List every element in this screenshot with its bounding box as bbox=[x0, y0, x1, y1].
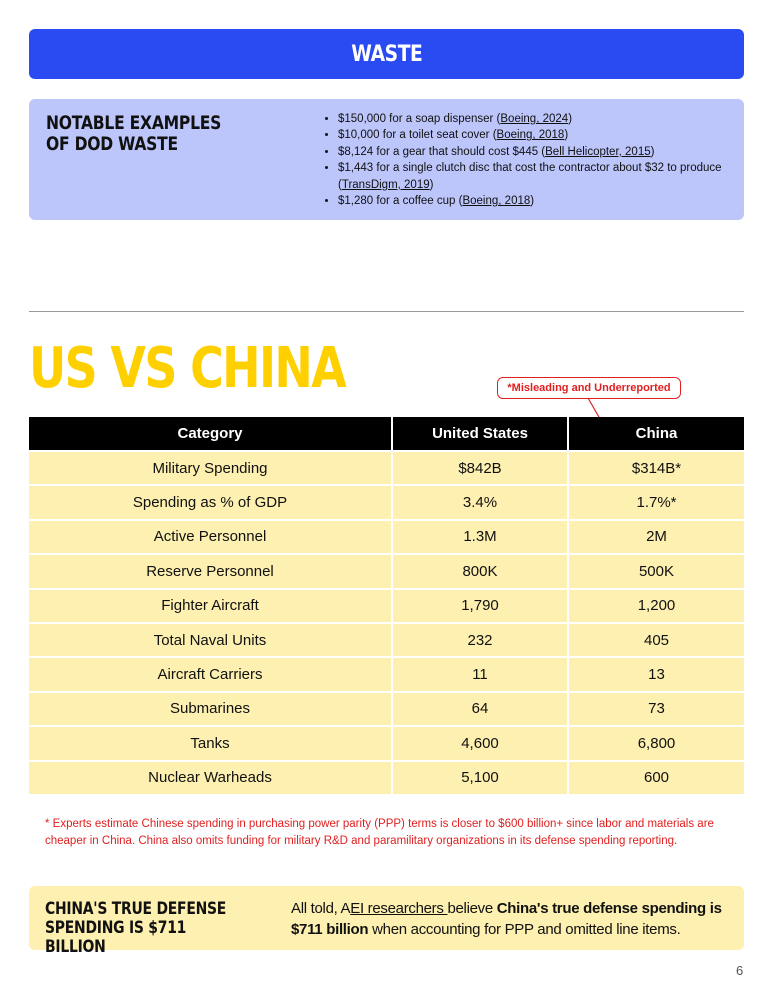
table-row bbox=[29, 588, 744, 622]
table-row bbox=[29, 519, 744, 553]
waste-examples-list bbox=[324, 111, 748, 209]
section-divider bbox=[29, 311, 744, 312]
waste-examples-box bbox=[29, 99, 744, 220]
table-row bbox=[29, 760, 744, 794]
misleading-callout: *Misleading and Underreported bbox=[497, 377, 681, 399]
table-cell: $314B* bbox=[567, 450, 744, 484]
table-cell: Fighter Aircraft bbox=[29, 588, 391, 622]
table-cell: 73 bbox=[567, 691, 744, 725]
list-item: • $8,124 for a gear that should cost $445 (Bell Helicopter, 2015) bbox=[338, 144, 748, 160]
table-row bbox=[29, 725, 744, 759]
true-spending-emphasis: China's true defense spending is $711 billion bbox=[291, 900, 722, 938]
source-link[interactable]: Boeing, 2018 bbox=[462, 195, 531, 208]
true-spending-heading: CHINA'S TRUE DEFENSE SPENDING IS $711 BILLION bbox=[45, 899, 227, 957]
list-item: • $1,280 for a coffee cup (Boeing, 2018) bbox=[338, 193, 748, 209]
table-cell: Aircraft Carriers bbox=[29, 656, 391, 690]
table-cell: 6,800 bbox=[567, 725, 744, 759]
table-row bbox=[29, 553, 744, 587]
table-cell: 600 bbox=[567, 760, 744, 794]
table-cell: 800K bbox=[391, 553, 567, 587]
source-link[interactable]: Boeing, 2018 bbox=[496, 129, 565, 142]
table-cell: Tanks bbox=[29, 725, 391, 759]
table-row bbox=[29, 656, 744, 690]
table-row bbox=[29, 484, 744, 518]
table-cell: Nuclear Warheads bbox=[29, 760, 391, 794]
table-row bbox=[29, 691, 744, 725]
waste-banner bbox=[29, 29, 744, 79]
waste-examples-heading: NOTABLE EXAMPLES OF DOD WASTE bbox=[46, 112, 222, 155]
table-header-row bbox=[29, 417, 744, 450]
table-cell: 64 bbox=[391, 691, 567, 725]
table-cell: 405 bbox=[567, 622, 744, 656]
comparison-table bbox=[29, 417, 744, 794]
list-item: • $10,000 for a toilet seat cover (Boeing, 2018) bbox=[338, 127, 748, 143]
source-link[interactable]: Boeing, 2024 bbox=[500, 113, 569, 125]
column-header: United States bbox=[391, 417, 567, 450]
table-cell: Military Spending bbox=[29, 450, 391, 484]
table-cell: 5,100 bbox=[391, 760, 567, 794]
comparison-table-wrap bbox=[29, 417, 744, 794]
table-cell: 500K bbox=[567, 553, 744, 587]
table-row bbox=[29, 622, 744, 656]
column-header: Category bbox=[29, 417, 391, 450]
list-item: • $1,443 for a single clutch disc that cost the contractor about $32 to produce (TransDigm, 2019) bbox=[338, 160, 748, 193]
source-link[interactable]: Bell Helicopter, 2015 bbox=[545, 145, 651, 158]
page-number: 6 bbox=[736, 963, 744, 978]
table-cell: 3.4% bbox=[391, 484, 567, 518]
table-cell: Active Personnel bbox=[29, 519, 391, 553]
table-cell: Reserve Personnel bbox=[29, 553, 391, 587]
page-title: US VS CHINA bbox=[29, 336, 346, 401]
table-cell: 13 bbox=[567, 656, 744, 690]
table-cell: 1.7%* bbox=[567, 484, 744, 518]
table-cell: Spending as % of GDP bbox=[29, 484, 391, 518]
column-header: China bbox=[567, 417, 744, 450]
table-row bbox=[29, 450, 744, 484]
table-cell: 11 bbox=[391, 656, 567, 690]
true-spending-body: All told, AEI researchers believe China's true defense spending is $711 billion when accounting for PPP and omitted line items. bbox=[291, 900, 722, 938]
table-cell: 1.3M bbox=[391, 519, 567, 553]
waste-banner-title: WASTE bbox=[350, 41, 423, 67]
table-cell: 232 bbox=[391, 622, 567, 656]
list-item: • $150,000 for a soap dispenser (Boeing, 2024) bbox=[338, 111, 748, 127]
table-cell: Submarines bbox=[29, 691, 391, 725]
table-cell: 1,200 bbox=[567, 588, 744, 622]
source-link[interactable]: TransDigm, 2019 bbox=[341, 178, 430, 191]
footnote: * Experts estimate Chinese spending in purchasing power parity (PPP) terms is closer to $600 billion+ since labor and materials are cheaper in China. China also omits funding for military R&D and paramilitary organizations in its defense spending reporting. bbox=[45, 818, 714, 847]
table-cell: 4,600 bbox=[391, 725, 567, 759]
table-cell: 2M bbox=[567, 519, 744, 553]
aei-researchers-link[interactable]: EI researchers bbox=[350, 900, 448, 917]
table-cell: Total Naval Units bbox=[29, 622, 391, 656]
true-spending-box bbox=[29, 886, 744, 957]
table-cell: 1,790 bbox=[391, 588, 567, 622]
table-cell: $842B bbox=[391, 450, 567, 484]
